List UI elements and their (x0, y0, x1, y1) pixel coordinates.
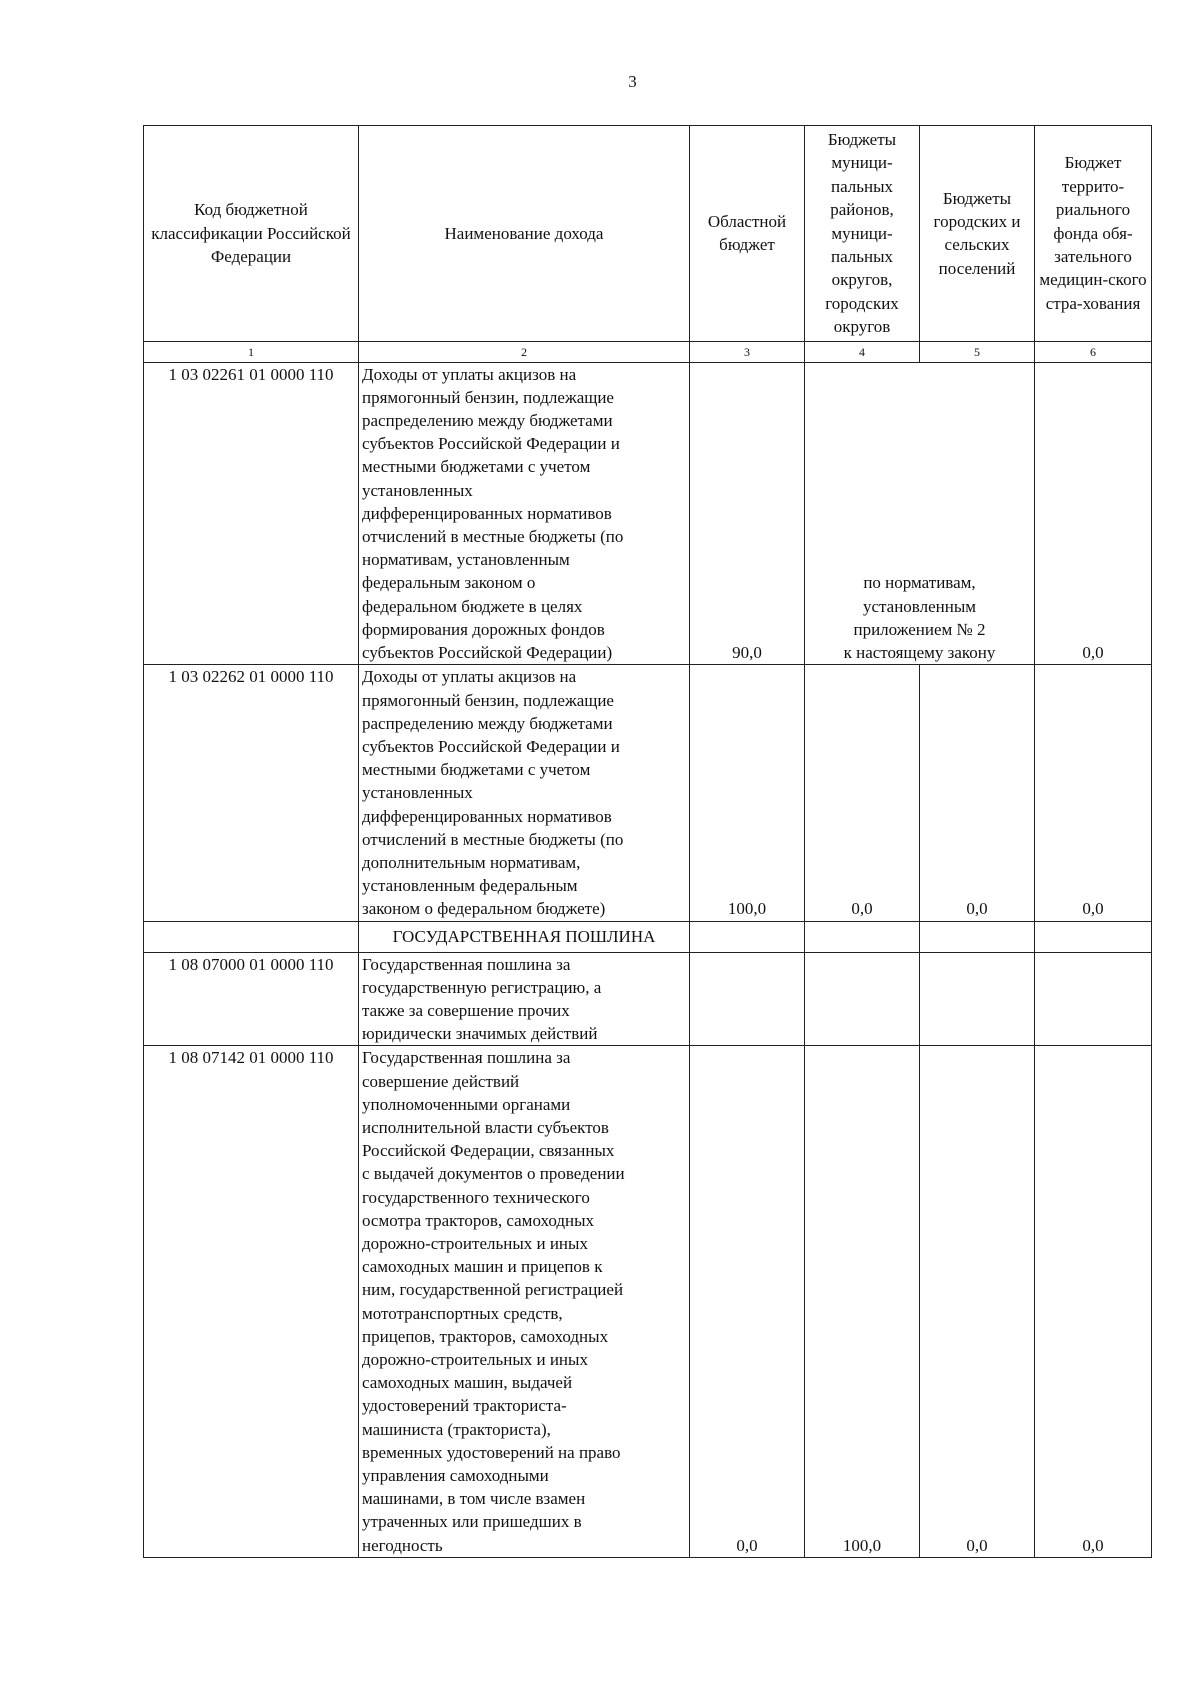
name-line: Российской Федерации, связанных (362, 1141, 615, 1161)
name-line: временных удостоверений на право (362, 1442, 621, 1462)
name-line: распределению между бюджетами (362, 713, 613, 733)
empty-cell (805, 952, 920, 1046)
header-tfoms-budget: Бюджет террито-риального фонда обя-зательного медицин-ского стра-хования (1035, 126, 1152, 342)
name-line: прицепов, тракторов, самоходных (362, 1326, 609, 1346)
table-row (144, 952, 1152, 1046)
municipal-value: 100,0 (805, 1046, 920, 1557)
name-line: уполномоченными органами (362, 1094, 571, 1114)
name-line: отчислений в местные бюджеты (по (362, 527, 624, 547)
tfoms-value: 0,0 (1035, 1046, 1152, 1557)
section-heading: ГОСУДАРСТВЕННАЯ ПОШЛИНА (359, 921, 690, 952)
name-line: самоходных машин, выдачей (362, 1373, 573, 1393)
name-line: также за совершение прочих (362, 1000, 570, 1020)
name-line: ним, государственной регистрацией (362, 1280, 624, 1300)
table-row (144, 1046, 1152, 1557)
empty-cell (1035, 921, 1152, 952)
header-revenue-name: Наименование дохода (359, 126, 690, 342)
name-line: государственного технического (362, 1187, 590, 1207)
column-number: 5 (920, 341, 1035, 362)
name-line: юридически значимых действий (362, 1024, 598, 1044)
name-line: Государственная пошлина за (362, 954, 571, 974)
name-line: государственную регистрацию, а (362, 977, 602, 997)
table-row (144, 362, 1152, 665)
name-line: законом о федеральном бюджете) (362, 899, 606, 919)
budget-code: 1 08 07000 01 0000 110 (144, 952, 359, 1046)
name-line: машинами, в том числе взамен (362, 1489, 586, 1509)
header-municipal-budgets: Бюджеты муници-пальных районов, муници-пальных округов, городских округов (805, 126, 920, 342)
revenue-name (359, 665, 690, 921)
column-number: 2 (359, 341, 690, 362)
name-line: установленных (362, 783, 473, 803)
note-line: приложением № 2 (853, 619, 986, 639)
name-line: дорожно-строительных и иных (362, 1349, 588, 1369)
revenue-name (359, 1046, 690, 1557)
empty-cell (1035, 952, 1152, 1046)
budget-code: 1 08 07142 01 0000 110 (144, 1046, 359, 1557)
revenue-table (143, 125, 1152, 1558)
empty-cell (690, 921, 805, 952)
header-settlement-budgets: Бюджеты городских и сельских поселений (920, 126, 1035, 342)
budget-code: 1 03 02262 01 0000 110 (144, 665, 359, 921)
name-line: совершение действий (362, 1071, 520, 1091)
name-line: удостоверений тракториста- (362, 1396, 567, 1416)
empty-cell (144, 921, 359, 952)
settlements-value: 0,0 (920, 665, 1035, 921)
name-line: местными бюджетами с учетом (362, 457, 591, 477)
note-line: к настоящему закону (843, 643, 996, 663)
name-line: федеральным законом о (362, 573, 536, 593)
column-number: 3 (690, 341, 805, 362)
name-line: машиниста (тракториста), (362, 1419, 551, 1439)
name-line: с выдачей документов о проведении (362, 1164, 625, 1184)
name-line: утраченных или пришедших в (362, 1512, 582, 1532)
budget-code: 1 03 02261 01 0000 110 (144, 362, 359, 665)
revenue-name (359, 952, 690, 1046)
oblast-value: 100,0 (690, 665, 805, 921)
column-number: 6 (1035, 341, 1152, 362)
name-line: управления самоходными (362, 1466, 549, 1485)
name-line: дополнительным нормативам, (362, 852, 581, 872)
name-line: нормативам, установленным (362, 550, 570, 570)
municipal-value: 0,0 (805, 665, 920, 921)
column-numbers-row (144, 341, 1152, 362)
name-line: прямогонный бензин, подлежащие (362, 690, 614, 710)
empty-cell (805, 921, 920, 952)
section-row (144, 921, 1152, 952)
oblast-value: 0,0 (690, 1046, 805, 1557)
name-line: самоходных машин и прицепов к (362, 1257, 603, 1277)
name-line: прямогонный бензин, подлежащие (362, 387, 614, 407)
name-line: субъектов Российской Федерации и (362, 736, 620, 756)
name-line: местными бюджетами с учетом (362, 760, 591, 780)
name-line: Доходы от уплаты акцизов на (362, 364, 577, 384)
revenue-name (359, 362, 690, 665)
name-line: дифференцированных нормативов (362, 806, 612, 826)
municipal-normative-note (805, 362, 1035, 665)
tfoms-value: 0,0 (1035, 665, 1152, 921)
note-line: по нормативам, (863, 573, 976, 593)
table-header-row (144, 126, 1152, 342)
column-number: 1 (144, 341, 359, 362)
name-line: субъектов Российской Федерации) (362, 643, 613, 663)
name-line: исполнительной власти субъектов (362, 1117, 609, 1137)
settlements-value: 0,0 (920, 1046, 1035, 1557)
table-row (144, 665, 1152, 921)
name-line: негодность (362, 1535, 443, 1555)
header-budget-code: Код бюджетной классификации Российской Федерации (144, 126, 359, 342)
name-line: дифференцированных нормативов (362, 503, 612, 523)
empty-cell (920, 952, 1035, 1046)
name-line: формирования дорожных фондов (362, 619, 605, 639)
name-line: отчислений в местные бюджеты (по (362, 829, 624, 849)
empty-cell (920, 921, 1035, 952)
name-line: мототранспортных средств, (362, 1303, 563, 1323)
name-line: распределению между бюджетами (362, 411, 613, 431)
note-line: установленным (862, 596, 977, 616)
header-oblast-budget: Областной бюджет (690, 126, 805, 342)
name-line: Государственная пошлина за (362, 1048, 571, 1068)
name-line: установленным федеральным (362, 876, 578, 896)
name-line: федеральном бюджете в целях (362, 596, 583, 616)
empty-cell (690, 952, 805, 1046)
name-line: Доходы от уплаты акцизов на (362, 667, 577, 687)
name-line: дорожно-строительных и иных (362, 1233, 588, 1253)
column-number: 4 (805, 341, 920, 362)
page-number: 3 (628, 72, 637, 91)
oblast-value: 90,0 (690, 362, 805, 665)
name-line: осмотра тракторов, самоходных (362, 1210, 595, 1230)
name-line: субъектов Российской Федерации и (362, 434, 620, 454)
tfoms-value: 0,0 (1035, 362, 1152, 665)
name-line: установленных (362, 480, 473, 500)
